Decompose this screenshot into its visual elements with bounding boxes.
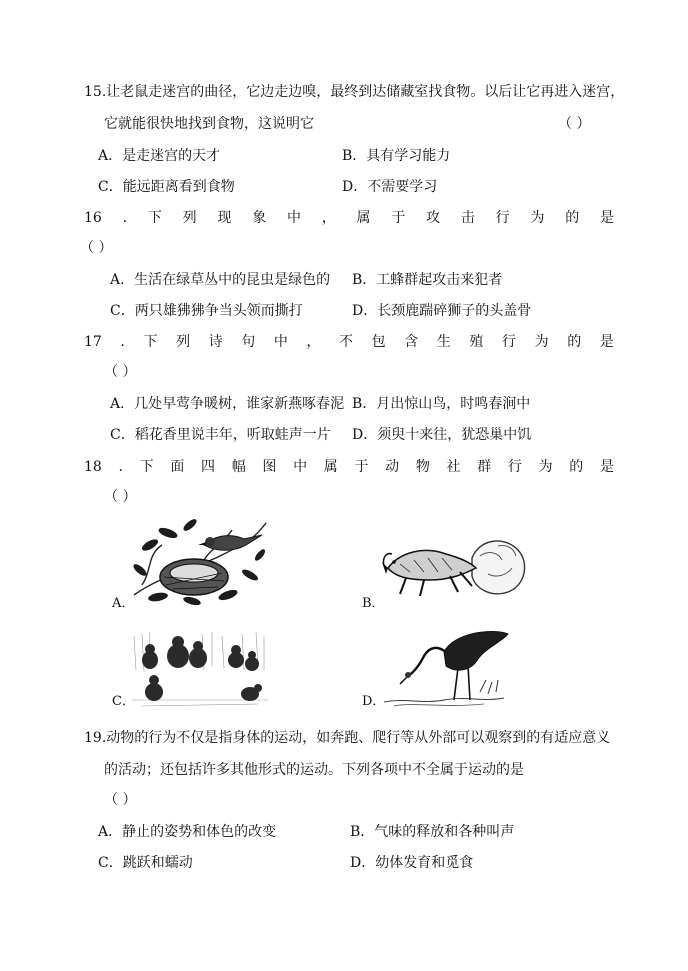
stem-char: . bbox=[118, 459, 123, 475]
stem-char: . bbox=[122, 210, 128, 226]
stem-char: 攻 bbox=[426, 210, 441, 226]
picture-d-crane bbox=[384, 622, 514, 708]
stem-char: 包 bbox=[371, 334, 386, 350]
stem-char: 列 bbox=[176, 334, 191, 350]
stem-char: ， bbox=[306, 334, 321, 350]
q15-option-a: A．是走迷宫的天才 bbox=[98, 148, 221, 164]
q18-answer-paren: （ ） bbox=[104, 489, 137, 505]
stem-char: 下 bbox=[143, 334, 158, 350]
q16-option-d: D．长颈鹿踹碎狮子的头盖骨 bbox=[352, 303, 532, 319]
q19-option-d: D．幼体发育和觅食 bbox=[350, 855, 474, 871]
q16-answer-paren: （ ） bbox=[80, 240, 113, 256]
stem-char: 是 bbox=[599, 459, 614, 475]
q17-option-c: C．稻花香里说丰年，听取蛙声一片 bbox=[110, 427, 331, 443]
picture-a-label: A． bbox=[112, 596, 135, 611]
stem-char: 的 bbox=[567, 334, 582, 350]
stem-char: 属 bbox=[323, 459, 338, 475]
q19-option-c: C．跳跃和蠕动 bbox=[98, 855, 193, 871]
stem-char: 属 bbox=[356, 210, 371, 226]
stem-char: 生 bbox=[436, 334, 451, 350]
stem-char: 现 bbox=[217, 210, 232, 226]
stem-char: 含 bbox=[404, 334, 419, 350]
stem-char: 物 bbox=[415, 459, 430, 475]
q19-option-b: B．气味的释放和各种叫声 bbox=[350, 824, 515, 840]
q15-option-d: D．不需要学习 bbox=[342, 179, 438, 195]
picture-b-animal-spray bbox=[380, 528, 530, 608]
stem-char: 象 bbox=[252, 210, 267, 226]
stem-char: 中 bbox=[293, 459, 308, 475]
q19-answer-paren: （ ） bbox=[104, 792, 137, 808]
picture-a-bird-nest bbox=[132, 515, 268, 607]
stem-char: 下 bbox=[147, 210, 162, 226]
stem-char: 的 bbox=[565, 210, 580, 226]
stem-char: 下 bbox=[139, 459, 154, 475]
stem-char: . bbox=[120, 334, 125, 350]
stem-char: 不 bbox=[339, 334, 354, 350]
stem-char: 中 bbox=[286, 210, 301, 226]
stem-char: 为 bbox=[534, 334, 549, 350]
q16-option-c: C．两只雄狒狒争当头领而撕打 bbox=[110, 303, 303, 319]
picture-c-primate-group bbox=[132, 630, 268, 708]
picture-c-label: C． bbox=[112, 694, 135, 709]
stem-char: 中 bbox=[273, 334, 288, 350]
q15-option-c: C．能远距离看到食物 bbox=[98, 179, 235, 195]
stem-char: 列 bbox=[182, 210, 197, 226]
q16-stem bbox=[84, 208, 614, 228]
stem-char: 为 bbox=[538, 459, 553, 475]
picture-d-label: D． bbox=[362, 694, 386, 709]
q15-answer-paren: （ ） bbox=[558, 116, 591, 132]
stem-char: 行 bbox=[495, 210, 510, 226]
q17-option-d: D．须臾十来往，犹恐巢中饥 bbox=[352, 427, 532, 443]
q17-option-b: B．月出惊山鸟，时鸣春涧中 bbox=[352, 396, 531, 412]
stem-char: 于 bbox=[391, 210, 406, 226]
q17-stem bbox=[84, 332, 614, 352]
stem-char: 是 bbox=[599, 334, 614, 350]
stem-char: 16 bbox=[84, 210, 102, 226]
stem-char: 殖 bbox=[469, 334, 484, 350]
q19-stem-line1: 19.动物的行为不仅是指身体的运动，如奔跑、爬行等从外部可以观察到的有适应意义 bbox=[84, 730, 611, 746]
q17-option-a: A．几处早莺争暖树，谁家新燕啄春泥 bbox=[110, 396, 345, 412]
stem-char: 行 bbox=[507, 459, 522, 475]
q16-option-b: B．工蜂群起攻击来犯者 bbox=[352, 272, 503, 288]
q17-answer-paren: （ ） bbox=[104, 364, 137, 380]
q18-stem bbox=[84, 457, 614, 477]
stem-char: 17 bbox=[84, 334, 102, 350]
stem-char: 四 bbox=[201, 459, 216, 475]
q19-stem-line2: 的活动；还包括许多其他形式的运动。下列各项中不全属于运动的是 bbox=[104, 762, 524, 778]
q16-option-a: A．生活在绿草丛中的昆虫是绿色的 bbox=[110, 272, 331, 288]
stem-char: 图 bbox=[262, 459, 277, 475]
stem-char: 诗 bbox=[208, 334, 223, 350]
stem-char: 行 bbox=[502, 334, 516, 350]
stem-char: 击 bbox=[460, 210, 475, 226]
stem-char: 的 bbox=[569, 459, 584, 475]
stem-char: 是 bbox=[600, 210, 614, 226]
q15-stem-line1: 15.让老鼠走迷宫的曲径，它边走边嗅，最终到达储藏室找食物。以后让它再进入迷宫， bbox=[84, 84, 625, 100]
stem-char: 为 bbox=[530, 210, 545, 226]
stem-char: ， bbox=[321, 210, 336, 226]
q15-option-b: B．具有学习能力 bbox=[342, 148, 451, 164]
q19-option-a: A．静止的姿势和体色的改变 bbox=[98, 824, 277, 840]
stem-char: 面 bbox=[170, 459, 185, 475]
stem-char: 群 bbox=[477, 459, 492, 475]
stem-char: 于 bbox=[354, 459, 369, 475]
stem-char: 句 bbox=[241, 334, 256, 350]
stem-char: 18 bbox=[84, 459, 102, 475]
stem-char: 社 bbox=[446, 459, 461, 475]
picture-b-label: B． bbox=[362, 596, 385, 611]
q15-stem-line2: 它就能很快地找到食物，这说明它 bbox=[104, 116, 314, 132]
stem-char: 幅 bbox=[231, 459, 246, 475]
stem-char: 动 bbox=[385, 459, 400, 475]
